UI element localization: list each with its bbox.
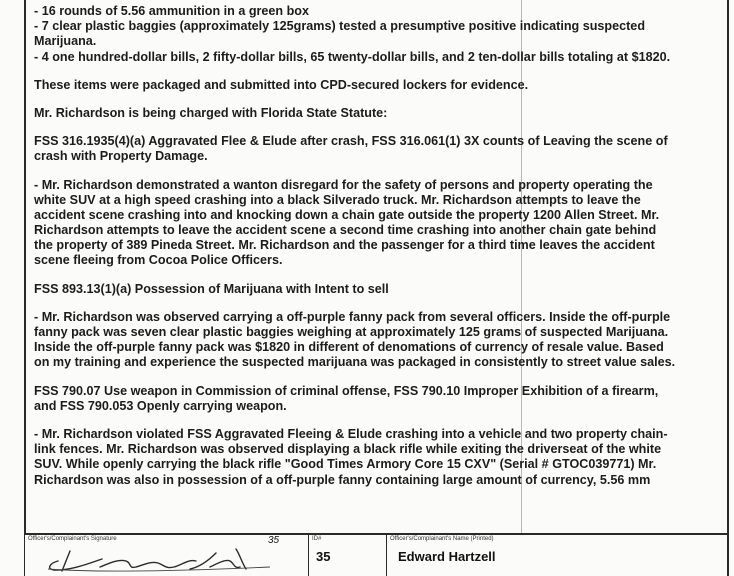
- text-line: - 4 one hundred-dollar bills, 2 fifty-dollar bills, 65 twenty-dollar bills, and 2 ten-dollar bills totaling at $1820.: [34, 49, 671, 64]
- page-right-border: [727, 0, 729, 576]
- signature-handwritten-number: 35: [268, 535, 280, 546]
- text-line: link fences. Mr. Richardson was observed displaying a black rifle while exiting the driverseat of the white: [34, 442, 662, 457]
- text-line: These items were packaged and submitted into CPD-secured lockers for evidence.: [34, 77, 529, 92]
- text-line: Marijuana.: [34, 34, 97, 49]
- text-line: Richardson was also in possession of a off-purple fanny containing large amount of currency, 5.56 mm: [34, 472, 651, 487]
- id-value: 35: [316, 549, 331, 564]
- page-left-border: [24, 0, 26, 533]
- text-line: - 16 rounds of 5.56 ammunition in a green box: [34, 4, 310, 18]
- signature-label: Officer's/Complainant's Signature: [28, 536, 117, 542]
- text-line: scene fleeing from Cocoa Police Officers.: [34, 253, 283, 268]
- text-line: accident scene crashing into and knocking down a chain gate outside the property 1200 Allen Street. Mr.: [34, 207, 660, 222]
- text-line: Inside the off-purple fanny pack was $1820 in different of denomations of currency of resale value. Based: [34, 340, 664, 355]
- signature-block-top-rule: [24, 533, 729, 535]
- text-line: white SUV at a high speed crashing into a black Silverado truck. Mr. Richardson attempts to leave the: [34, 192, 641, 207]
- text-line: the property of 389 Pineda Street. Mr. Richardson and the passenger for a third time leaves the accident: [34, 238, 655, 253]
- text-line: SUV. While openly carrying the black rifle "Good Times Armory Core 15 CXV" (Serial # GTOC039771) Mr.: [34, 457, 657, 472]
- id-label: ID#: [312, 536, 322, 542]
- charge-heading: FSS 316.1935(4)(a) Aggravated Flee & Elude after crash, FSS 316.061(1) 3X counts of Leaving the scene of: [34, 134, 668, 149]
- text-line: and FSS 790.053 Openly carrying weapon.: [34, 398, 287, 413]
- text-line: crash with Property Damage.: [34, 149, 208, 164]
- text-line: - Mr. Richardson was observed carrying a off-purple fanny pack from several officers. Inside the off-purple: [34, 309, 671, 324]
- name-label: Officer's/Complainant's Name (Printed): [390, 536, 494, 542]
- handwritten-signature: [40, 539, 280, 575]
- officer-name: Edward Hartzell: [398, 549, 496, 564]
- charge-heading: FSS 790.07 Use weapon in Commission of criminal offense, FSS 790.10 Improper Exhibition of a firearm,: [34, 383, 659, 398]
- text-line: - Mr. Richardson demonstrated a wanton disregard for the safety of persons and property operating the: [34, 177, 653, 192]
- text-line: on my training and experience the suspected marijuana was packaged in consistently to street value sales.: [34, 355, 676, 370]
- text-line: - Mr. Richardson violated FSS Aggravated Fleeing & Elude crashing into a vehicle and two property chain-: [34, 426, 668, 441]
- charge-heading: FSS 893.13(1)(a) Possession of Marijuana with Intent to sell: [34, 281, 389, 296]
- text-line: Richardson attempts to leave the accident scene a second time crashing into another chain gate behind: [34, 223, 657, 238]
- text-line: fanny pack was seven clear plastic baggies weighing at approximately 125 grams of suspected Marijuana.: [34, 325, 669, 339]
- report-narrative: [34, 4, 724, 488]
- text-line: Mr. Richardson is being charged with Florida State Statute:: [34, 105, 388, 120]
- text-line: - 7 clear plastic baggies (approximately 125grams) tested a presumptive positive indicating suspected: [34, 19, 646, 34]
- signature-block: [0, 533, 734, 576]
